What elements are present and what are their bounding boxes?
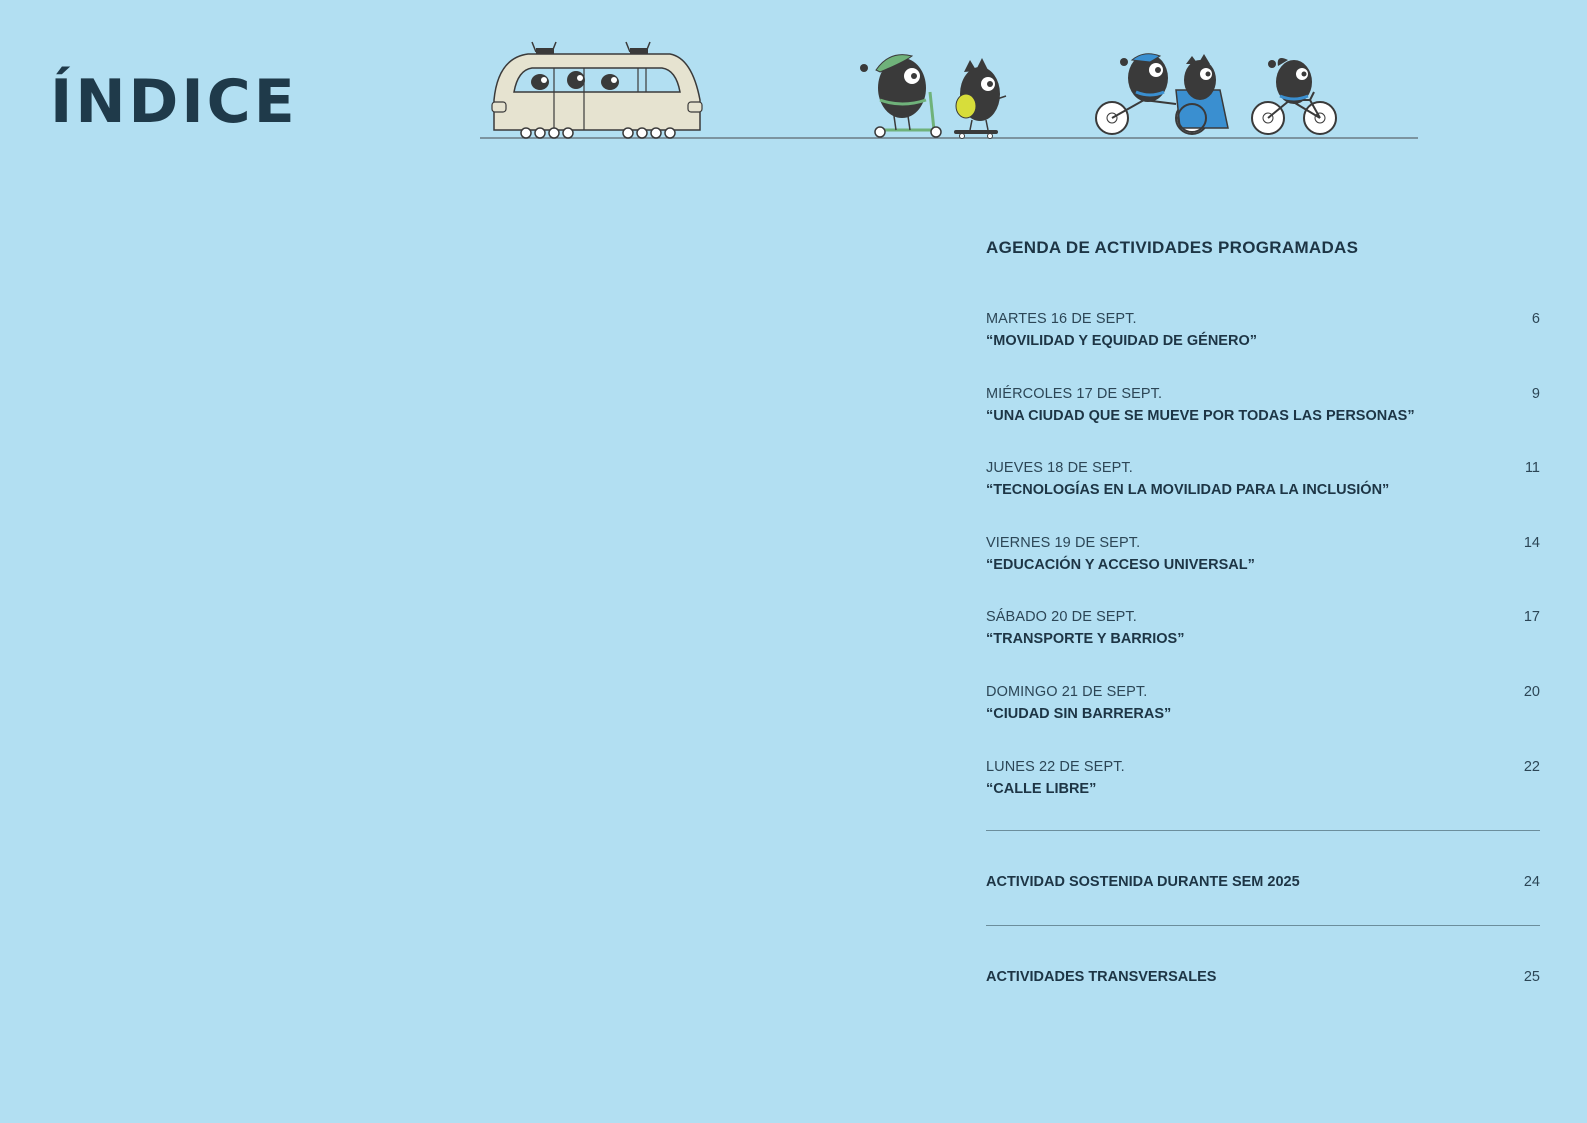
entry-title: “TECNOLOGÍAS EN LA MOVILIDAD PARA LA INCLUSIÓN” <box>986 482 1390 499</box>
entry-date: DOMINGO 21 DE SEPT. <box>986 683 1148 700</box>
extra-page-number: 25 <box>1523 969 1540 986</box>
transport-illustration <box>480 30 1420 150</box>
toc-entry-3[interactable] <box>986 457 1540 532</box>
entry-page-number: 14 <box>1523 534 1540 551</box>
section-heading: AGENDA DE ACTIVIDADES PROGRAMADAS <box>986 238 1359 257</box>
extra-title: ACTIVIDAD SOSTENIDA DURANTE SEM 2025 <box>986 874 1300 891</box>
toc-entry-7[interactable] <box>986 756 1540 831</box>
entry-title: “EDUCACIÓN Y ACCESO UNIVERSAL” <box>986 556 1255 573</box>
table-of-contents <box>986 238 1540 1020</box>
toc-extra-2[interactable] <box>986 926 1540 1020</box>
extra-page-number: 24 <box>1523 874 1540 891</box>
toc-entry-2[interactable] <box>986 383 1540 458</box>
entry-title: “MOVILIDAD Y EQUIDAD DE GÉNERO” <box>986 333 1257 349</box>
entry-title: “CALLE LIBRE” <box>986 780 1097 797</box>
entry-date: LUNES 22 DE SEPT. <box>986 758 1125 775</box>
toc-entry-5[interactable] <box>986 606 1540 681</box>
entry-date: SÁBADO 20 DE SEPT. <box>986 609 1137 626</box>
entry-date: JUEVES 18 DE SEPT. <box>986 460 1133 477</box>
entry-date: VIERNES 19 DE SEPT. <box>986 534 1141 551</box>
entry-page-number: 6 <box>1531 311 1540 327</box>
entry-page-number: 9 <box>1531 385 1540 402</box>
entry-title: “TRANSPORTE Y BARRIOS” <box>986 631 1185 648</box>
entry-date: MIÉRCOLES 17 DE SEPT. <box>986 385 1163 402</box>
entry-page-number: 17 <box>1523 609 1540 626</box>
extra-title: ACTIVIDADES TRANSVERSALES <box>986 969 1217 986</box>
tram-icon <box>492 42 702 138</box>
entry-title: “UNA CIUDAD QUE SE MUEVE POR TODAS LAS PERSONAS” <box>986 407 1415 424</box>
toc-entry-6[interactable] <box>986 681 1540 756</box>
bicycle-rider-icon <box>1252 58 1336 134</box>
scooter-rider-icon <box>860 55 941 137</box>
page-title: ÍNDICE <box>50 67 298 137</box>
entry-date: MARTES 16 DE SEPT. <box>986 311 1137 327</box>
toc-extra-1[interactable] <box>986 831 1540 925</box>
entry-page-number: 22 <box>1523 758 1540 775</box>
skater-icon <box>954 58 1006 139</box>
toc-entry-1[interactable] <box>986 308 1540 383</box>
entry-title: “CIUDAD SIN BARRERAS” <box>986 705 1172 722</box>
toc-entry-4[interactable] <box>986 532 1540 607</box>
entry-page-number: 20 <box>1523 683 1540 700</box>
entry-page-number: 11 <box>1524 460 1540 477</box>
cargo-bike-icon <box>1096 54 1228 134</box>
